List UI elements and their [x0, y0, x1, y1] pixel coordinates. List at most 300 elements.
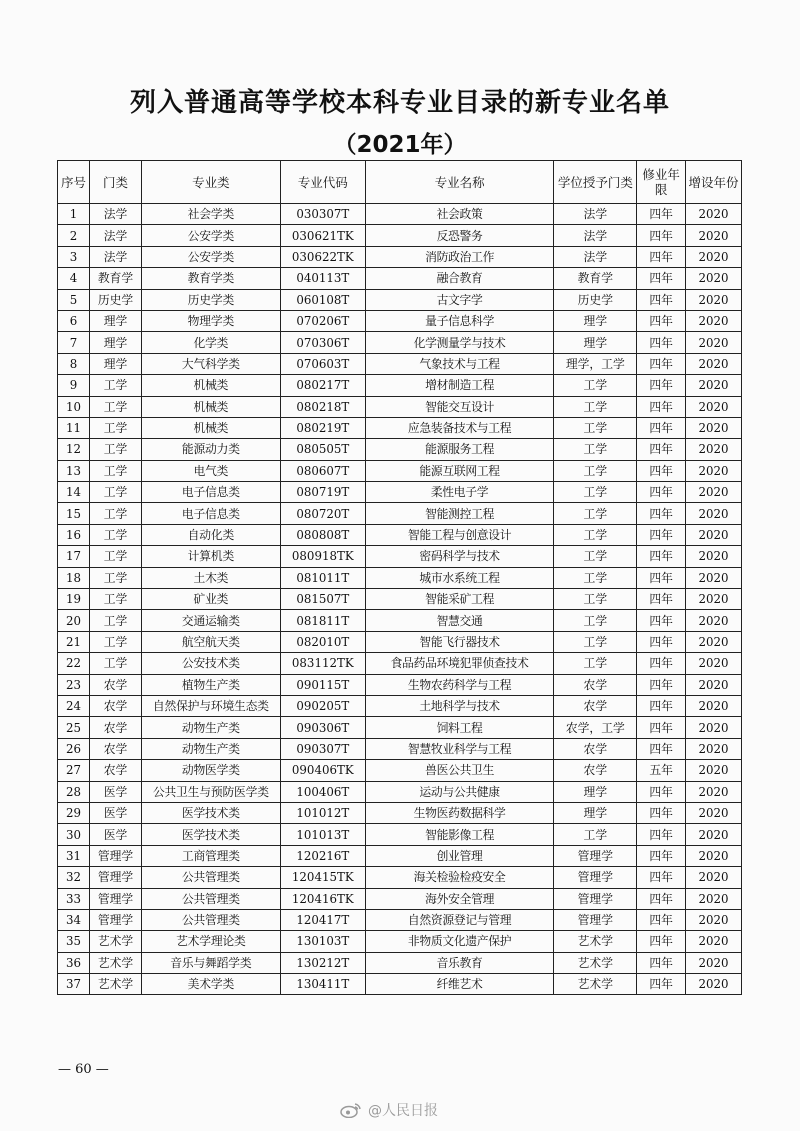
table-row [58, 310, 742, 331]
cell-year-added: 2020 [685, 225, 741, 246]
cell-duration: 四年 [637, 375, 686, 396]
cell-category: 工学 [90, 375, 142, 396]
cell-index: 37 [58, 974, 90, 995]
cell-major-name: 智能飞行器技术 [365, 631, 554, 652]
cell-major-class: 计算机类 [141, 546, 280, 567]
cell-category: 教育学 [90, 268, 142, 289]
cell-major-name: 非物质文化遗产保护 [365, 931, 554, 952]
cell-category: 艺术学 [90, 952, 142, 973]
cell-category: 医学 [90, 802, 142, 823]
cell-degree-category: 工学 [554, 417, 637, 438]
cell-index: 26 [58, 738, 90, 759]
table-row [58, 589, 742, 610]
cell-major-code: 080217T [280, 375, 365, 396]
cell-degree-category: 艺术学 [554, 931, 637, 952]
cell-major-class: 美术学类 [141, 974, 280, 995]
cell-year-added: 2020 [685, 396, 741, 417]
table-row [58, 824, 742, 845]
cell-major-code: 070206T [280, 310, 365, 331]
cell-major-class: 历史学类 [141, 289, 280, 310]
cell-major-class: 能源动力类 [141, 439, 280, 460]
cell-category: 理学 [90, 332, 142, 353]
cell-degree-category: 法学 [554, 204, 637, 225]
cell-major-name: 能源服务工程 [365, 439, 554, 460]
cell-duration: 四年 [637, 631, 686, 652]
table-row [58, 460, 742, 481]
cell-year-added: 2020 [685, 246, 741, 267]
cell-category: 农学 [90, 717, 142, 738]
table-row [58, 674, 742, 695]
cell-index: 32 [58, 867, 90, 888]
cell-major-class: 公共管理类 [141, 909, 280, 930]
cell-major-code: 080607T [280, 460, 365, 481]
cell-duration: 四年 [637, 909, 686, 930]
table-row [58, 353, 742, 374]
cell-index: 8 [58, 353, 90, 374]
cell-year-added: 2020 [685, 974, 741, 995]
cell-major-name: 密码科学与技术 [365, 546, 554, 567]
cell-major-class: 公共卫生与预防医学类 [141, 781, 280, 802]
cell-major-code: 040113T [280, 268, 365, 289]
cell-degree-category: 工学 [554, 631, 637, 652]
cell-index: 9 [58, 375, 90, 396]
cell-major-class: 电子信息类 [141, 503, 280, 524]
cell-index: 3 [58, 246, 90, 267]
cell-index: 25 [58, 717, 90, 738]
majors-table [57, 160, 742, 995]
cell-major-name: 兽医公共卫生 [365, 760, 554, 781]
cell-major-class: 公安学类 [141, 246, 280, 267]
cell-index: 16 [58, 524, 90, 545]
cell-category: 管理学 [90, 888, 142, 909]
cell-year-added: 2020 [685, 760, 741, 781]
cell-major-class: 土木类 [141, 567, 280, 588]
cell-major-code: 101013T [280, 824, 365, 845]
cell-degree-category: 艺术学 [554, 952, 637, 973]
cell-year-added: 2020 [685, 674, 741, 695]
cell-index: 31 [58, 845, 90, 866]
cell-index: 6 [58, 310, 90, 331]
cell-major-name: 智慧牧业科学与工程 [365, 738, 554, 759]
table-row [58, 802, 742, 823]
cell-category: 理学 [90, 310, 142, 331]
cell-index: 5 [58, 289, 90, 310]
cell-year-added: 2020 [685, 482, 741, 503]
page-title: 列入普通高等学校本科专业目录的新专业名单 [129, 88, 670, 118]
cell-category: 法学 [90, 225, 142, 246]
cell-major-name: 气象技术与工程 [365, 353, 554, 374]
cell-major-class: 医学技术类 [141, 802, 280, 823]
cell-category: 工学 [90, 567, 142, 588]
cell-year-added: 2020 [685, 503, 741, 524]
cell-major-code: 080720T [280, 503, 365, 524]
cell-degree-category: 工学 [554, 567, 637, 588]
cell-year-added: 2020 [685, 631, 741, 652]
cell-major-name: 应急装备技术与工程 [365, 417, 554, 438]
cell-year-added: 2020 [685, 824, 741, 845]
cell-degree-category: 工学 [554, 589, 637, 610]
cell-major-class: 植物生产类 [141, 674, 280, 695]
cell-degree-category: 工学 [554, 546, 637, 567]
cell-major-code: 081811T [280, 610, 365, 631]
cell-year-added: 2020 [685, 204, 741, 225]
cell-year-added: 2020 [685, 845, 741, 866]
cell-index: 19 [58, 589, 90, 610]
cell-major-code: 090307T [280, 738, 365, 759]
cell-year-added: 2020 [685, 375, 741, 396]
cell-category: 工学 [90, 396, 142, 417]
cell-duration: 四年 [637, 204, 686, 225]
cell-major-code: 080218T [280, 396, 365, 417]
cell-year-added: 2020 [685, 417, 741, 438]
cell-category: 农学 [90, 674, 142, 695]
cell-major-name: 海外安全管理 [365, 888, 554, 909]
cell-major-code: 030622TK [280, 246, 365, 267]
table-row [58, 567, 742, 588]
cell-duration: 四年 [637, 738, 686, 759]
cell-major-name: 柔性电子学 [365, 482, 554, 503]
cell-duration: 四年 [637, 396, 686, 417]
cell-index: 17 [58, 546, 90, 567]
table-row [58, 974, 742, 995]
cell-major-name: 消防政治工作 [365, 246, 554, 267]
cell-category: 农学 [90, 760, 142, 781]
table-row [58, 760, 742, 781]
cell-degree-category: 工学 [554, 524, 637, 545]
cell-major-name: 反恐警务 [365, 225, 554, 246]
cell-degree-category: 农学，工学 [554, 717, 637, 738]
table-row [58, 653, 742, 674]
table-row [58, 289, 742, 310]
cell-year-added: 2020 [685, 717, 741, 738]
table-row [58, 695, 742, 716]
cell-category: 工学 [90, 546, 142, 567]
cell-major-name: 社会政策 [365, 204, 554, 225]
cell-major-name: 音乐教育 [365, 952, 554, 973]
cell-index: 14 [58, 482, 90, 503]
cell-major-code: 100406T [280, 781, 365, 802]
cell-year-added: 2020 [685, 952, 741, 973]
cell-major-name: 饲料工程 [365, 717, 554, 738]
cell-year-added: 2020 [685, 589, 741, 610]
cell-duration: 四年 [637, 332, 686, 353]
cell-year-added: 2020 [685, 867, 741, 888]
cell-year-added: 2020 [685, 567, 741, 588]
cell-degree-category: 理学 [554, 802, 637, 823]
table-row [58, 738, 742, 759]
cell-duration: 四年 [637, 567, 686, 588]
cell-major-class: 机械类 [141, 396, 280, 417]
cell-degree-category: 工学 [554, 653, 637, 674]
cell-degree-category: 管理学 [554, 845, 637, 866]
cell-index: 13 [58, 460, 90, 481]
cell-degree-category: 理学 [554, 781, 637, 802]
cell-year-added: 2020 [685, 460, 741, 481]
cell-index: 24 [58, 695, 90, 716]
cell-year-added: 2020 [685, 738, 741, 759]
cell-category: 历史学 [90, 289, 142, 310]
cell-category: 管理学 [90, 909, 142, 930]
page-subtitle: （2021年） [333, 132, 467, 158]
cell-major-class: 物理学类 [141, 310, 280, 331]
cell-duration: 四年 [637, 353, 686, 374]
cell-major-class: 动物生产类 [141, 738, 280, 759]
cell-major-class: 自动化类 [141, 524, 280, 545]
cell-degree-category: 工学 [554, 460, 637, 481]
cell-major-code: 030307T [280, 204, 365, 225]
cell-duration: 四年 [637, 524, 686, 545]
cell-duration: 四年 [637, 824, 686, 845]
cell-duration: 四年 [637, 246, 686, 267]
cell-index: 7 [58, 332, 90, 353]
cell-duration: 四年 [637, 417, 686, 438]
cell-category: 工学 [90, 631, 142, 652]
cell-major-class: 公安学类 [141, 225, 280, 246]
table-row [58, 931, 742, 952]
header-year-added: 增设年份 [685, 161, 741, 204]
cell-degree-category: 工学 [554, 439, 637, 460]
cell-category: 工学 [90, 417, 142, 438]
cell-duration: 四年 [637, 781, 686, 802]
table-body [58, 204, 742, 995]
cell-major-name: 智能测控工程 [365, 503, 554, 524]
table-row [58, 417, 742, 438]
cell-duration: 四年 [637, 310, 686, 331]
cell-category: 法学 [90, 246, 142, 267]
table-row [58, 482, 742, 503]
cell-index: 4 [58, 268, 90, 289]
cell-major-code: 101012T [280, 802, 365, 823]
table-row [58, 503, 742, 524]
table-row [58, 781, 742, 802]
cell-index: 27 [58, 760, 90, 781]
cell-category: 医学 [90, 824, 142, 845]
cell-major-code: 081507T [280, 589, 365, 610]
cell-major-code: 090205T [280, 695, 365, 716]
cell-index: 15 [58, 503, 90, 524]
cell-major-code: 120416TK [280, 888, 365, 909]
cell-major-class: 艺术学理论类 [141, 931, 280, 952]
cell-degree-category: 工学 [554, 503, 637, 524]
cell-year-added: 2020 [685, 524, 741, 545]
table-row [58, 225, 742, 246]
table-row [58, 867, 742, 888]
cell-major-code: 080505T [280, 439, 365, 460]
cell-major-name: 生物农药科学与工程 [365, 674, 554, 695]
cell-degree-category: 农学 [554, 674, 637, 695]
cell-major-name: 能源互联网工程 [365, 460, 554, 481]
watermark [340, 1100, 438, 1120]
cell-index: 12 [58, 439, 90, 460]
cell-year-added: 2020 [685, 353, 741, 374]
cell-degree-category: 工学 [554, 610, 637, 631]
cell-duration: 四年 [637, 974, 686, 995]
cell-major-name: 海关检验检疫安全 [365, 867, 554, 888]
cell-major-class: 教育学类 [141, 268, 280, 289]
cell-index: 29 [58, 802, 90, 823]
cell-category: 工学 [90, 460, 142, 481]
cell-duration: 四年 [637, 845, 686, 866]
cell-duration: 四年 [637, 268, 686, 289]
cell-year-added: 2020 [685, 909, 741, 930]
table-header-row [58, 161, 742, 204]
cell-major-name: 城市水系统工程 [365, 567, 554, 588]
cell-degree-category: 工学 [554, 824, 637, 845]
cell-degree-category: 理学，工学 [554, 353, 637, 374]
cell-major-class: 电气类 [141, 460, 280, 481]
cell-duration: 四年 [637, 867, 686, 888]
table-row [58, 909, 742, 930]
cell-major-code: 080719T [280, 482, 365, 503]
cell-major-class: 音乐与舞蹈学类 [141, 952, 280, 973]
cell-degree-category: 工学 [554, 375, 637, 396]
page-number: — 60 — [58, 1062, 109, 1077]
cell-category: 工学 [90, 589, 142, 610]
cell-year-added: 2020 [685, 931, 741, 952]
cell-category: 艺术学 [90, 974, 142, 995]
cell-category: 工学 [90, 524, 142, 545]
cell-major-code: 120216T [280, 845, 365, 866]
cell-duration: 四年 [637, 503, 686, 524]
table-row [58, 524, 742, 545]
cell-major-class: 机械类 [141, 417, 280, 438]
cell-category: 农学 [90, 738, 142, 759]
cell-degree-category: 理学 [554, 310, 637, 331]
cell-degree-category: 管理学 [554, 888, 637, 909]
cell-major-code: 090406TK [280, 760, 365, 781]
header-index: 序号 [58, 161, 90, 204]
cell-category: 理学 [90, 353, 142, 374]
cell-major-class: 公共管理类 [141, 888, 280, 909]
table-row [58, 546, 742, 567]
cell-major-class: 交通运输类 [141, 610, 280, 631]
cell-year-added: 2020 [685, 310, 741, 331]
cell-index: 34 [58, 909, 90, 930]
cell-major-name: 智慧交通 [365, 610, 554, 631]
header-major-code: 专业代码 [280, 161, 365, 204]
cell-year-added: 2020 [685, 653, 741, 674]
cell-major-class: 自然保护与环境生态类 [141, 695, 280, 716]
cell-major-class: 航空航天类 [141, 631, 280, 652]
cell-major-name: 创业管理 [365, 845, 554, 866]
cell-major-code: 070603T [280, 353, 365, 374]
cell-major-code: 083112TK [280, 653, 365, 674]
cell-category: 工学 [90, 482, 142, 503]
header-duration: 修业年限 [637, 161, 686, 204]
cell-category: 医学 [90, 781, 142, 802]
cell-index: 18 [58, 567, 90, 588]
cell-year-added: 2020 [685, 546, 741, 567]
cell-year-added: 2020 [685, 439, 741, 460]
table-row [58, 610, 742, 631]
cell-index: 21 [58, 631, 90, 652]
cell-year-added: 2020 [685, 802, 741, 823]
cell-degree-category: 法学 [554, 225, 637, 246]
cell-degree-category: 农学 [554, 695, 637, 716]
cell-index: 1 [58, 204, 90, 225]
cell-index: 11 [58, 417, 90, 438]
cell-major-name: 古文字学 [365, 289, 554, 310]
cell-category: 管理学 [90, 867, 142, 888]
cell-duration: 四年 [637, 674, 686, 695]
table-row [58, 396, 742, 417]
cell-degree-category: 艺术学 [554, 974, 637, 995]
cell-year-added: 2020 [685, 268, 741, 289]
table-row [58, 439, 742, 460]
cell-major-name: 融合教育 [365, 268, 554, 289]
cell-index: 36 [58, 952, 90, 973]
cell-degree-category: 管理学 [554, 867, 637, 888]
cell-degree-category: 农学 [554, 738, 637, 759]
cell-index: 20 [58, 610, 90, 631]
cell-index: 28 [58, 781, 90, 802]
cell-duration: 四年 [637, 546, 686, 567]
cell-year-added: 2020 [685, 781, 741, 802]
cell-year-added: 2020 [685, 888, 741, 909]
cell-major-name: 智能采矿工程 [365, 589, 554, 610]
cell-degree-category: 工学 [554, 396, 637, 417]
header-degree-category: 学位授予门类 [554, 161, 637, 204]
weibo-icon [340, 1102, 362, 1118]
table-row [58, 268, 742, 289]
cell-category: 工学 [90, 503, 142, 524]
cell-duration: 四年 [637, 225, 686, 246]
cell-duration: 四年 [637, 717, 686, 738]
header-major-name: 专业名称 [365, 161, 554, 204]
cell-category: 艺术学 [90, 931, 142, 952]
cell-degree-category: 理学 [554, 332, 637, 353]
cell-index: 10 [58, 396, 90, 417]
cell-major-code: 060108T [280, 289, 365, 310]
cell-major-name: 智能交互设计 [365, 396, 554, 417]
cell-duration: 四年 [637, 931, 686, 952]
cell-major-code: 120415TK [280, 867, 365, 888]
cell-degree-category: 农学 [554, 760, 637, 781]
cell-duration: 四年 [637, 289, 686, 310]
cell-major-code: 130411T [280, 974, 365, 995]
cell-major-code: 081011T [280, 567, 365, 588]
cell-category: 法学 [90, 204, 142, 225]
cell-degree-category: 管理学 [554, 909, 637, 930]
cell-major-class: 社会学类 [141, 204, 280, 225]
header-category: 门类 [90, 161, 142, 204]
cell-major-class: 化学类 [141, 332, 280, 353]
cell-duration: 四年 [637, 653, 686, 674]
cell-major-class: 公共管理类 [141, 867, 280, 888]
cell-major-name: 食品药品环境犯罪侦查技术 [365, 653, 554, 674]
cell-index: 22 [58, 653, 90, 674]
cell-index: 23 [58, 674, 90, 695]
cell-category: 工学 [90, 610, 142, 631]
cell-index: 33 [58, 888, 90, 909]
cell-degree-category: 历史学 [554, 289, 637, 310]
cell-degree-category: 教育学 [554, 268, 637, 289]
cell-major-name: 土地科学与技术 [365, 695, 554, 716]
cell-year-added: 2020 [685, 610, 741, 631]
cell-major-code: 080918TK [280, 546, 365, 567]
cell-major-name: 量子信息科学 [365, 310, 554, 331]
header-major-class: 专业类 [141, 161, 280, 204]
cell-duration: 四年 [637, 888, 686, 909]
cell-duration: 四年 [637, 439, 686, 460]
cell-major-code: 090306T [280, 717, 365, 738]
cell-major-class: 动物生产类 [141, 717, 280, 738]
table-row [58, 204, 742, 225]
cell-major-name: 生物医药数据科学 [365, 802, 554, 823]
cell-index: 35 [58, 931, 90, 952]
cell-index: 30 [58, 824, 90, 845]
watermark-text: @人民日报 [368, 1103, 438, 1119]
